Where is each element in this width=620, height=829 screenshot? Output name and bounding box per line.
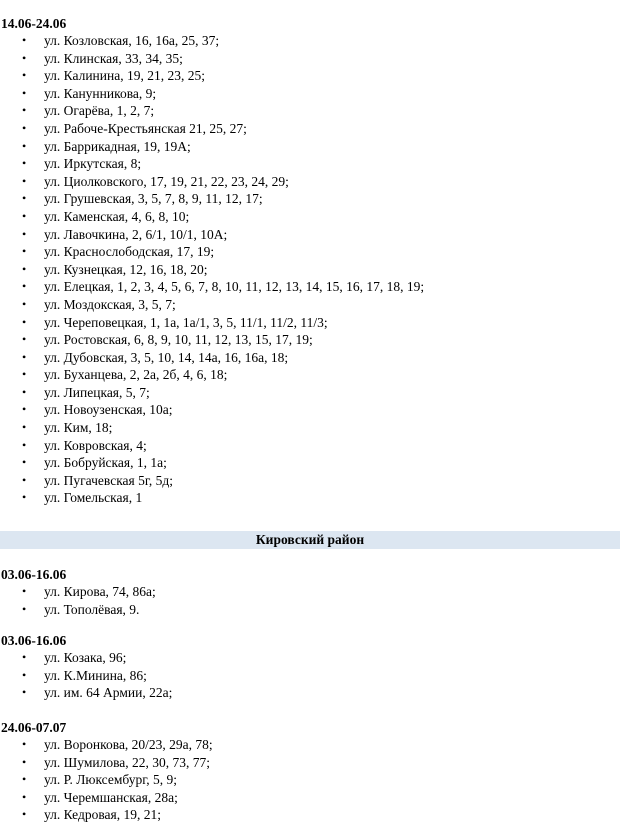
- street-address: ул. Циолковского, 17, 19, 21, 22, 23, 24, 29;: [44, 173, 289, 189]
- list-item: [0, 120, 620, 138]
- street-address: ул. Бобруйская, 1, 1а;: [44, 455, 167, 471]
- list-item: [0, 649, 620, 667]
- list-item: [0, 173, 620, 191]
- bullet-icon: •: [22, 173, 27, 188]
- bullet-icon: •: [22, 601, 27, 616]
- bullet-icon: •: [22, 650, 27, 664]
- list-item: [0, 771, 620, 789]
- list-item: [0, 583, 620, 601]
- bullet-icon: •: [22, 420, 27, 435]
- date-range-heading: 24.06-07.07: [1, 720, 67, 735]
- date-range-heading: 14.06-24.06: [1, 16, 67, 31]
- bullet-icon: •: [22, 68, 27, 83]
- bullet-icon: •: [22, 33, 27, 47]
- list-item: [0, 489, 620, 507]
- schedule-section-2: [0, 567, 620, 618]
- street-address: ул. Гомельская, 1: [44, 490, 143, 506]
- list-item: [0, 102, 620, 120]
- bullet-icon: •: [22, 667, 27, 682]
- list-item: [0, 454, 620, 472]
- bullet-icon: •: [22, 226, 27, 241]
- bullet-icon: •: [22, 103, 27, 118]
- street-address: ул. К.Минина, 86;: [44, 667, 147, 683]
- street-address: ул. Пугачевская 5г, 5д;: [44, 472, 174, 488]
- bullet-icon: •: [22, 384, 27, 399]
- schedule-section-3: [0, 633, 620, 702]
- street-address: ул. Липецкая, 5, 7;: [44, 384, 150, 400]
- list-item: [0, 32, 620, 50]
- bullet-icon: •: [22, 332, 27, 347]
- street-address: ул. Р. Люксембург, 5, 9;: [44, 772, 177, 788]
- list-item: [0, 155, 620, 173]
- street-address: ул. Грушевская, 3, 5, 7, 8, 9, 11, 12, 17;: [44, 191, 263, 207]
- list-item: [0, 789, 620, 807]
- bullet-icon: •: [22, 772, 27, 787]
- bullet-icon: •: [22, 244, 27, 259]
- street-address: ул. Ким, 18;: [44, 420, 113, 436]
- street-address: ул. Ковровская, 4;: [44, 437, 147, 453]
- bullet-icon: •: [22, 367, 27, 382]
- street-address: ул. Баррикадная, 19, 19А;: [44, 138, 191, 154]
- bullet-icon: •: [22, 261, 27, 276]
- street-address: ул. Тополёвая, 9.: [44, 601, 140, 617]
- district-header: [0, 531, 620, 549]
- street-address: ул. Буханцева, 2, 2а, 2б, 4, 6, 18;: [44, 367, 228, 383]
- list-item: [0, 754, 620, 772]
- bullet-icon: •: [22, 437, 27, 452]
- list-item: [0, 261, 620, 279]
- list-item: [0, 50, 620, 68]
- bullet-icon: •: [22, 349, 27, 364]
- list-item: [0, 684, 620, 702]
- street-list: [0, 583, 620, 618]
- bullet-icon: •: [22, 685, 27, 700]
- list-item: [0, 366, 620, 384]
- street-address: ул. Ростовская, 6, 8, 9, 10, 11, 12, 13, 15, 17, 19;: [44, 332, 313, 348]
- date-range-heading: 03.06-16.06: [1, 633, 67, 648]
- street-address: ул. Елецкая, 1, 2, 3, 4, 5, 6, 7, 8, 10, 11, 12, 13, 14, 15, 16, 17, 18, 19;: [44, 279, 425, 295]
- bullet-icon: •: [22, 402, 27, 417]
- bullet-icon: •: [22, 296, 27, 311]
- bullet-icon: •: [22, 455, 27, 470]
- list-item: [0, 401, 620, 419]
- street-address: ул. Дубовская, 3, 5, 10, 14, 14а, 16, 16а, 18;: [44, 349, 289, 365]
- street-address: ул. Череповецкая, 1, 1а, 1а/1, 3, 5, 11/1, 11/2, 11/3;: [44, 314, 328, 330]
- street-address: ул. Воронкова, 20/23, 29а, 78;: [44, 737, 213, 752]
- street-address: ул. Рабоче-Крестьянская 21, 25, 27;: [44, 120, 247, 136]
- date-range-heading: 03.06-16.06: [1, 567, 67, 582]
- bullet-icon: •: [22, 314, 27, 329]
- list-item: [0, 314, 620, 332]
- bullet-icon: •: [22, 754, 27, 769]
- schedule-section-1: [0, 16, 620, 507]
- list-item: [0, 331, 620, 349]
- bullet-icon: •: [22, 472, 27, 487]
- bullet-icon: •: [22, 120, 27, 135]
- bullet-icon: •: [22, 50, 27, 65]
- bullet-icon: •: [22, 789, 27, 804]
- list-item: [0, 437, 620, 455]
- street-list: [0, 32, 620, 507]
- street-address: ул. Кедровая, 19, 21;: [44, 807, 161, 823]
- list-item: [0, 208, 620, 226]
- list-item: [0, 278, 620, 296]
- bullet-icon: •: [22, 156, 27, 171]
- street-address: ул. Иркутская, 8;: [44, 156, 142, 172]
- list-item: [0, 667, 620, 685]
- street-address: ул. Огарёва, 1, 2, 7;: [44, 103, 155, 119]
- street-list: [0, 649, 620, 702]
- bullet-icon: •: [22, 85, 27, 100]
- street-list: [0, 736, 620, 824]
- street-address: ул. Козака, 96;: [44, 650, 127, 665]
- bullet-icon: •: [22, 279, 27, 294]
- street-address: ул. Краснослободская, 17, 19;: [44, 244, 215, 260]
- schedule-section-4: [0, 720, 620, 824]
- list-item: [0, 138, 620, 156]
- list-item: [0, 226, 620, 244]
- list-item: [0, 85, 620, 103]
- list-item: [0, 296, 620, 314]
- bullet-icon: •: [22, 807, 27, 822]
- bullet-icon: •: [22, 737, 27, 751]
- district-title: Кировский район: [255, 532, 365, 547]
- list-item: [0, 806, 620, 824]
- street-address: ул. им. 64 Армии, 22а;: [44, 685, 173, 701]
- street-address: ул. Моздокская, 3, 5, 7;: [44, 296, 176, 312]
- street-address: ул. Новоузенская, 10а;: [44, 402, 173, 418]
- street-address: ул. Кузнецкая, 12, 16, 18, 20;: [44, 261, 208, 277]
- list-item: [0, 67, 620, 85]
- list-item: [0, 349, 620, 367]
- bullet-icon: •: [22, 208, 27, 223]
- street-address: ул. Лавочкина, 2, 6/1, 10/1, 10А;: [44, 226, 228, 242]
- list-item: [0, 472, 620, 490]
- street-address: ул. Клинская, 33, 34, 35;: [44, 50, 183, 66]
- street-address: ул. Канунникова, 9;: [44, 85, 157, 101]
- list-item: [0, 384, 620, 402]
- street-address: ул. Козловская, 16, 16а, 25, 37;: [44, 33, 220, 48]
- street-address: ул. Шумилова, 22, 30, 73, 77;: [44, 754, 211, 770]
- list-item: [0, 601, 620, 619]
- list-item: [0, 243, 620, 261]
- street-address: ул. Черемшанская, 28а;: [44, 789, 178, 805]
- list-item: [0, 190, 620, 208]
- bullet-icon: •: [22, 138, 27, 153]
- bullet-icon: •: [22, 584, 27, 598]
- street-address: ул. Калинина, 19, 21, 23, 25;: [44, 68, 205, 84]
- list-item: [0, 419, 620, 437]
- bullet-icon: •: [22, 191, 27, 206]
- street-address: ул. Кирова, 74, 86а;: [44, 584, 156, 599]
- street-address: ул. Каменская, 4, 6, 8, 10;: [44, 208, 190, 224]
- bullet-icon: •: [22, 490, 27, 505]
- list-item: [0, 736, 620, 754]
